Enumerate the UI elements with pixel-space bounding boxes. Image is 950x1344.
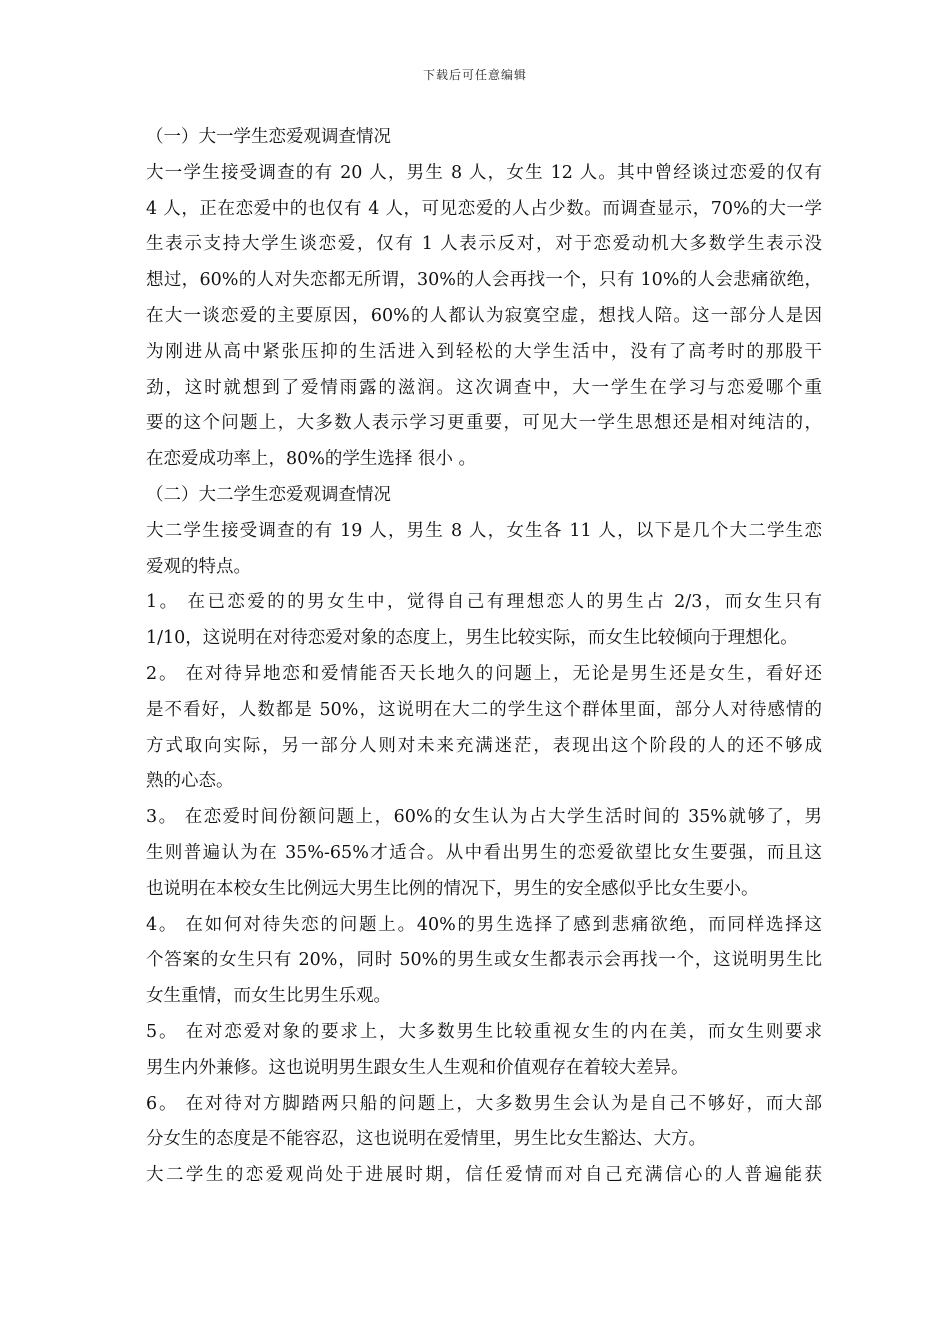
- paragraph: [146, 514, 822, 586]
- text-line: 分女生的态度是不能容忍，这也说明在爱情里，男生比女生豁达、大方。: [146, 1129, 706, 1150]
- text-line: （二）大二学生恋爱观调查情况: [146, 484, 391, 505]
- text-line: 想过，60%的人对失恋都无所谓，30%的人会再找一个，只有 10%的人会悲痛欲绝，: [146, 270, 822, 291]
- text-line: 4。 在如何对待失恋的问题上。40%的男生选择了感到悲痛欲绝，而同样选择这: [146, 914, 822, 935]
- text-line: 为刚进从高中紧张压抑的生活进入到轻松的大学生活中，没有了高考时的那股干: [146, 341, 822, 362]
- paragraph: [146, 1015, 822, 1087]
- text-line: 要的这个问题上，大多数人表示学习更重要，可见大一学生思想还是相对纯洁的，: [146, 413, 822, 434]
- text-line: 1/10，这说明在对待恋爱对象的态度上，男生比较实际，而女生比较倾向于理想化。: [146, 628, 798, 649]
- text-line: 大一学生接受调查的有 20 人，男生 8 人，女生 12 人。其中曾经谈过恋爱的仅有: [146, 162, 822, 183]
- text-line: 大二学生接受调查的有 19 人，男生 8 人，女生各 11 人，以下是几个大二学生恋: [146, 520, 822, 541]
- paragraph: [146, 1087, 822, 1159]
- text-line: 6。 在对待对方脚踏两只船的问题上，大多数男生会认为是自己不够好，而大部: [146, 1093, 822, 1114]
- section-heading: [146, 478, 822, 514]
- text-line: 1。 在已恋爱的的男女生中，觉得自己有理想恋人的男生占 2/3，而女生只有: [146, 592, 822, 613]
- text-line: 劲，这时就想到了爱情雨露的滋润。这次调查中，大一学生在学习与恋爱哪个重: [146, 377, 822, 398]
- paragraph: [146, 657, 822, 800]
- text-line: 4 人，正在恋爱中的也仅有 4 人，可见恋爱的人占少数。而调查显示，70%的大一学: [146, 198, 822, 219]
- page-header: 下载后可任意编辑: [422, 68, 527, 82]
- paragraph: [146, 1158, 822, 1194]
- paragraph: [146, 908, 822, 1015]
- text-line: 3。 在恋爱时间份额问题上，60%的女生认为占大学生活时间的 35%就够了，男: [146, 807, 822, 828]
- text-line: 男生内外兼修。这也说明男生跟女生人生观和价值观存在着较大差异。: [146, 1057, 689, 1078]
- paragraph: [146, 156, 822, 478]
- text-line: 方式取向实际，另一部分人则对未来充满迷茫，表现出这个阶段的人的还不够成: [146, 735, 822, 756]
- paragraph: [146, 585, 822, 657]
- text-line: 是不看好，人数都是 50%，这说明在大二的学生这个群体里面，部分人对待感情的: [146, 699, 822, 720]
- text-line: 在恋爱成功率上，80%的学生选择 很小 。: [146, 449, 477, 470]
- text-line: 爱观的特点。: [146, 556, 251, 577]
- text-line: 熟的心态。: [146, 771, 234, 792]
- text-line: 个答案的女生只有 20%，同时 50%的男生或女生都表示会再找一个，这说明男生比: [146, 950, 822, 971]
- text-line: 也说明在本校女生比例远大男生比例的情况下，男生的安全感似乎比女生要小。: [146, 878, 759, 899]
- text-line: （一）大一学生恋爱观调查情况: [146, 127, 391, 147]
- section-heading: [146, 120, 822, 156]
- text-line: 大二学生的恋爱观尚处于进展时期，信任爱情而对自己充满信心的人普遍能获: [146, 1165, 822, 1186]
- text-line: 生表示支持大学生谈恋爱，仅有 1 人表示反对，对于恋爱动机大多数学生表示没: [146, 234, 822, 255]
- text-line: 生则普遍认为在 35%-65%才适合。从中看出男生的恋爱欲望比女生要强，而且这: [146, 842, 822, 863]
- document-body: [146, 120, 822, 1194]
- text-line: 2。 在对待异地恋和爱情能否天长地久的问题上，无论是男生还是女生，看好还: [146, 663, 822, 684]
- text-line: 女生重情，而女生比男生乐观。: [146, 986, 391, 1007]
- text-line: 5。 在对恋爱对象的要求上，大多数男生比较重视女生的内在美，而女生则要求: [146, 1021, 822, 1042]
- text-line: 在大一谈恋爱的主要原因，60%的人都认为寂寞空虚，想找人陪。这一部分人是因: [146, 305, 822, 326]
- paragraph: [146, 800, 822, 907]
